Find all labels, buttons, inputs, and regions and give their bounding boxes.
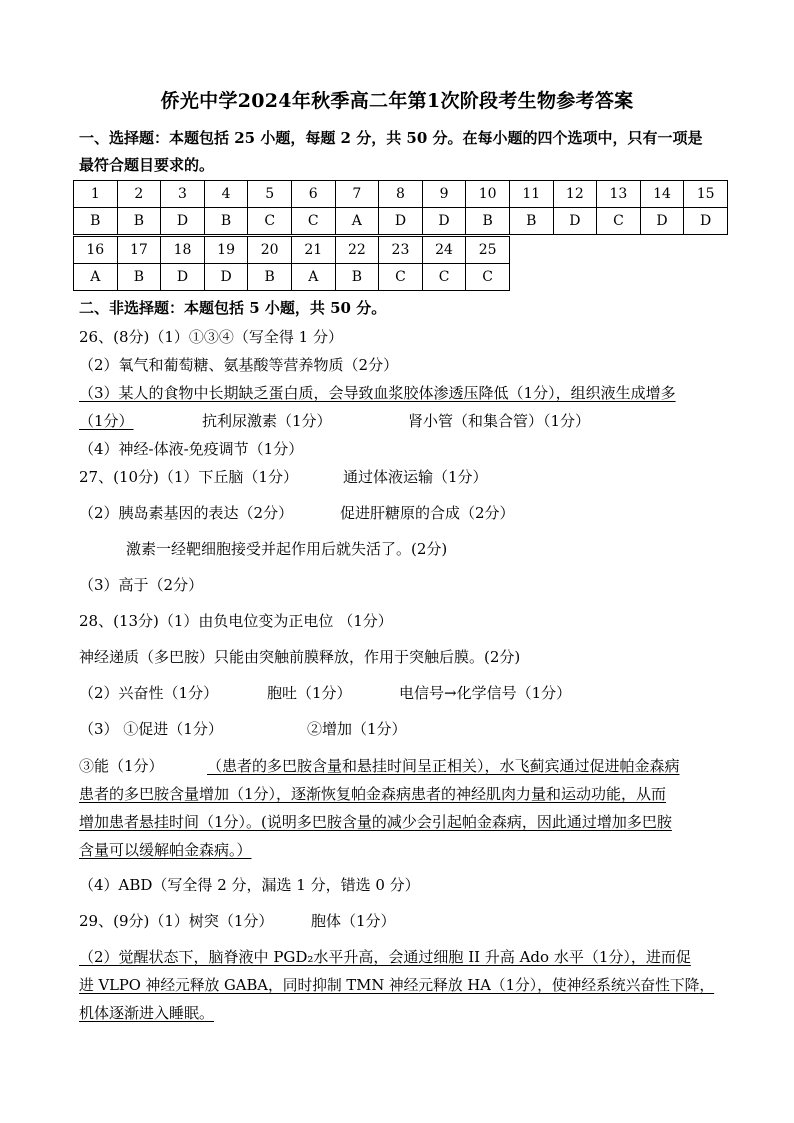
answer-table-row2	[73, 236, 510, 291]
question-number-cell: 5	[248, 181, 292, 208]
q28-line4a: （3） ①促进（1分）	[79, 720, 223, 738]
q26-line3: （3）某人的食物中长期缺乏蛋白质，会导致血浆胶体渗透压降低（1分），组织液生成增多	[79, 384, 676, 402]
q29-line1a: 29、(9分)（1）树突（1分）	[79, 912, 274, 930]
q28-line3a: （2）兴奋性（1分）	[79, 684, 219, 702]
q29-line4: 机体逐渐进入睡眠。	[79, 1004, 215, 1022]
answer-cell: A	[74, 264, 118, 291]
question-number-cell: 9	[422, 181, 466, 208]
question-number-cell: 24	[422, 237, 466, 264]
answer-table-answers-row	[74, 264, 510, 291]
q29-line2: （2）觉醒状态下，脑脊液中 PGD₂水平升高，会通过细胞 II 升高 Ado 水平（1分），进而促	[79, 948, 691, 966]
question-number-cell: 7	[335, 181, 379, 208]
question-number-cell: 20	[248, 237, 292, 264]
q28-line1: 28、(13分)（1）由负电位变为正电位 （1分）	[79, 612, 393, 630]
answer-cell: B	[117, 264, 161, 291]
q28-line4b: ②增加（1分）	[307, 720, 407, 738]
question-number-cell: 21	[291, 237, 335, 264]
answer-cell: D	[204, 264, 248, 291]
question-number-cell: 17	[117, 237, 161, 264]
q28-line2: 神经递质（多巴胺）只能由突触前膜释放，作用于突触后膜。(2分)	[79, 648, 521, 666]
question-number-cell: 19	[204, 237, 248, 264]
question-number-cell: 4	[204, 181, 248, 208]
q29-line1b: 胞体（1分）	[311, 912, 396, 930]
question-number-cell: 16	[74, 237, 118, 264]
answer-cell: D	[379, 208, 423, 235]
q26-line4b: 抗利尿激素（1分）	[202, 412, 332, 430]
section1-instructions-line1: 一、选择题：本题包括 25 小题，每题 2 分，共 50 分。在每小题的四个选项中，只有一项是	[79, 129, 703, 147]
q26-line4c: 肾小管（和集合管）（1分）	[408, 412, 591, 430]
q26-line2: （2）氧气和葡萄糖、氨基酸等营养物质（2分）	[79, 356, 399, 374]
q28-line7: 增加患者悬挂时间（1分）。(说明多巴胺含量的减少会引起帕金森病，因此通过增加多巴胺	[79, 813, 672, 831]
answer-table-answers-row	[74, 208, 728, 235]
answer-cell: B	[466, 208, 510, 235]
answer-cell: D	[553, 208, 597, 235]
q29-line3: 进 VLPO 神经元释放 GABA，同时抑制 TMN 神经元释放 HA（1分），使神经系统兴奋性下降，	[79, 977, 715, 994]
q28-line9: （4）ABD（写全得 2 分，漏选 1 分，错选 0 分）	[79, 876, 420, 894]
answer-cell: C	[422, 264, 466, 291]
q28-line5b: （患者的多巴胺含量和悬挂时间呈正相关），水飞蓟宾通过促进帕金森病	[207, 757, 680, 775]
answer-cell: B	[509, 208, 553, 235]
q27-line4: （3）高于（2分）	[79, 576, 204, 594]
question-number-cell: 2	[117, 181, 161, 208]
q26-line1: 26、(8分)（1）①③④（写全得 1 分）	[79, 328, 343, 346]
q28-line8: 含量可以缓解帕金森病。）	[79, 841, 252, 859]
answer-cell: D	[684, 208, 728, 235]
q27-line2a: （2）胰岛素基因的表达（2分）	[79, 504, 294, 522]
answer-table-numbers-row	[74, 181, 728, 208]
answer-cell: C	[597, 208, 641, 235]
answer-cell: B	[248, 264, 292, 291]
answer-cell: B	[335, 264, 379, 291]
question-number-cell: 11	[509, 181, 553, 208]
answer-cell: C	[466, 264, 510, 291]
question-number-cell: 8	[379, 181, 423, 208]
answer-cell: D	[422, 208, 466, 235]
q26-line4a: （1分）	[79, 412, 134, 430]
answer-cell: B	[117, 208, 161, 235]
question-number-cell: 15	[684, 181, 728, 208]
answer-cell: B	[74, 208, 118, 235]
question-number-cell: 14	[640, 181, 684, 208]
question-number-cell: 25	[466, 237, 510, 264]
question-number-cell: 12	[553, 181, 597, 208]
answer-table-numbers-row	[74, 237, 510, 264]
q28-line5a: ③能（1分）	[79, 757, 164, 775]
question-number-cell: 6	[291, 181, 335, 208]
answer-cell: D	[161, 208, 205, 235]
q26-line5: （4）神经-体液-免疫调节（1分）	[79, 440, 304, 458]
q27-line2b: 促进肝糖原的合成（2分）	[340, 504, 515, 522]
question-number-cell: 22	[335, 237, 379, 264]
answer-cell: C	[379, 264, 423, 291]
question-number-cell: 13	[597, 181, 641, 208]
q28-line3c: 电信号→化学信号（1分）	[399, 684, 572, 702]
question-number-cell: 10	[466, 181, 510, 208]
answer-cell: D	[640, 208, 684, 235]
q28-line6: 患者的多巴胺含量增加（1分），逐渐恢复帕金森病患者的神经肌肉力量和运动功能，从而	[79, 785, 667, 803]
question-number-cell: 3	[161, 181, 205, 208]
question-number-cell: 23	[379, 237, 423, 264]
section1-instructions-line2: 最符合题目要求的。	[79, 156, 215, 174]
q27-line1b: 通过体液运输（1分）	[343, 468, 488, 486]
question-number-cell: 1	[74, 181, 118, 208]
q27-line1a: 27、(10分)（1）下丘脑（1分）	[79, 468, 298, 486]
answer-cell: A	[291, 264, 335, 291]
q27-line3: 激素一经靶细胞接受并起作用后就失活了。(2分)	[126, 540, 448, 558]
question-number-cell: 18	[161, 237, 205, 264]
answer-cell: B	[204, 208, 248, 235]
answer-table-row1	[73, 180, 728, 235]
answer-cell: C	[248, 208, 292, 235]
page-title: 侨光中学2024年秋季高二年第1次阶段考生物参考答案	[160, 90, 634, 112]
q28-line3b: 胞吐（1分）	[267, 684, 352, 702]
section2-heading: 二、非选择题：本题包括 5 小题，共 50 分。	[79, 299, 387, 317]
answer-cell: D	[161, 264, 205, 291]
answer-cell: C	[291, 208, 335, 235]
answer-cell: A	[335, 208, 379, 235]
